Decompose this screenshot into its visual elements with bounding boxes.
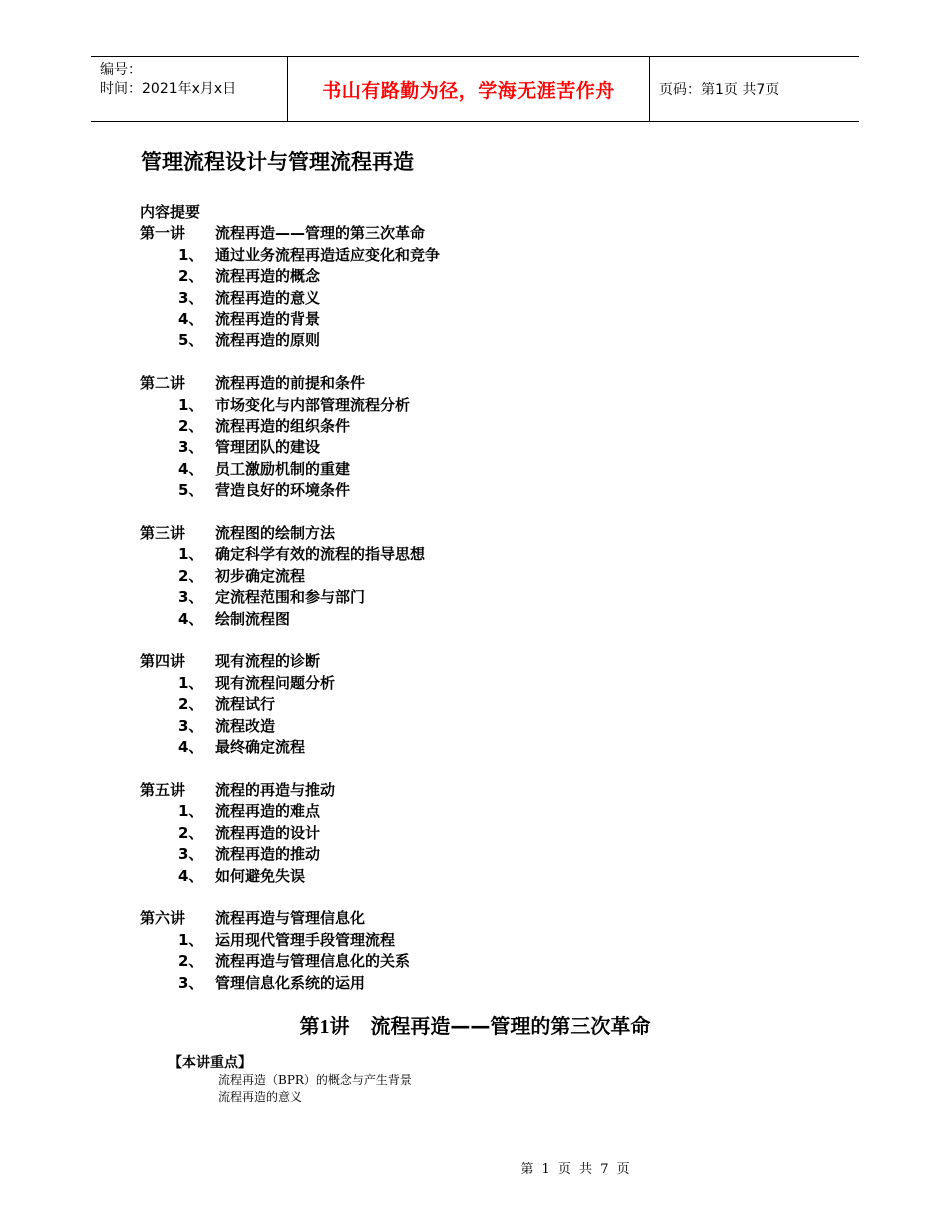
lecture-item-number: 4、 bbox=[178, 609, 204, 628]
header-id-label: 编号： bbox=[100, 62, 142, 78]
lecture-item-number: 3、 bbox=[178, 438, 204, 457]
lecture-item bbox=[140, 288, 700, 309]
lecture-item-text: 流程再造与管理信息化的关系 bbox=[215, 952, 411, 971]
document-title: 管理流程设计与管理流程再造 bbox=[141, 150, 414, 174]
lecture-1-prefix: 第 bbox=[299, 1014, 320, 1038]
lecture-item bbox=[140, 309, 700, 330]
lecture-item bbox=[140, 930, 700, 951]
lecture-item-number: 5、 bbox=[178, 331, 204, 350]
key-points-label: 【本讲重点】 bbox=[168, 1055, 252, 1071]
lecture-item bbox=[140, 266, 700, 287]
lecture-item-number: 1、 bbox=[178, 802, 204, 821]
lecture-item bbox=[140, 716, 700, 737]
lecture-block bbox=[140, 223, 700, 351]
lecture-1-title: 流程再造——管理的第三次革命 bbox=[370, 1014, 651, 1038]
lecture-item-number: 3、 bbox=[178, 288, 204, 307]
lecture-list bbox=[140, 223, 700, 994]
lecture-item-text: 绘制流程图 bbox=[215, 609, 291, 628]
lecture-block bbox=[140, 523, 700, 630]
lecture-item-text: 员工激励机制的重建 bbox=[215, 459, 351, 478]
lecture-item-number: 3、 bbox=[178, 716, 204, 735]
lecture-item-number: 1、 bbox=[178, 245, 204, 264]
lecture-number: 第五讲 bbox=[140, 780, 186, 799]
lecture-title-row bbox=[140, 908, 700, 929]
lecture-item-text: 流程再造的意义 bbox=[215, 288, 321, 307]
lecture-item-text: 通过业务流程再造适应变化和竞争 bbox=[215, 245, 441, 264]
lecture-title: 现有流程的诊断 bbox=[215, 652, 321, 671]
page-footer: 第 1 页 共 7 页 bbox=[520, 1162, 630, 1177]
lecture-title: 流程再造与管理信息化 bbox=[215, 909, 366, 928]
lecture-item bbox=[140, 330, 700, 351]
lecture-item-number: 2、 bbox=[178, 417, 204, 436]
lecture-item-number: 4、 bbox=[178, 310, 204, 329]
lecture-title: 流程再造——管理的第三次革命 bbox=[215, 224, 426, 243]
lecture-block bbox=[140, 780, 700, 887]
lecture-item-text: 流程再造的推动 bbox=[215, 845, 321, 864]
toc-heading: 内容提要 bbox=[140, 203, 201, 221]
lecture-item-text: 如何避免失误 bbox=[215, 866, 306, 885]
lecture-item-text: 定流程范围和参与部门 bbox=[215, 588, 366, 607]
header-meta bbox=[91, 57, 287, 121]
lecture-number: 第六讲 bbox=[140, 909, 186, 928]
lecture-title: 流程的再造与推动 bbox=[215, 780, 336, 799]
lecture-block bbox=[140, 908, 700, 994]
lecture-1-number: 1 bbox=[319, 1016, 330, 1038]
lecture-item bbox=[140, 587, 700, 608]
key-points-section bbox=[168, 1054, 412, 1106]
lecture-item-number: 1、 bbox=[178, 545, 204, 564]
lecture-number: 第三讲 bbox=[140, 524, 186, 543]
lecture-item-number: 5、 bbox=[178, 481, 204, 500]
lecture-block bbox=[140, 373, 700, 501]
lecture-item-number: 3、 bbox=[178, 845, 204, 864]
header-page-info: 页码：第1页 共7页 bbox=[659, 82, 780, 98]
lecture-title-row bbox=[140, 523, 700, 544]
lecture-item-number: 2、 bbox=[178, 267, 204, 286]
lecture-item-text: 市场变化与内部管理流程分析 bbox=[215, 395, 411, 414]
lecture-item bbox=[140, 823, 700, 844]
lecture-item-text: 现有流程问题分析 bbox=[215, 673, 336, 692]
lecture-item-text: 流程再造的概念 bbox=[215, 267, 321, 286]
lecture-item-number: 4、 bbox=[178, 738, 204, 757]
lecture-item-text: 管理信息化系统的运用 bbox=[215, 973, 366, 992]
lecture-item-text: 最终确定流程 bbox=[215, 738, 306, 757]
lecture-item-number: 3、 bbox=[178, 588, 204, 607]
lecture-block bbox=[140, 651, 700, 758]
lecture-item-text: 运用现代管理手段管理流程 bbox=[215, 930, 396, 949]
lecture-item-number: 1、 bbox=[178, 395, 204, 414]
lecture-item bbox=[140, 566, 700, 587]
lecture-item-number: 4、 bbox=[178, 866, 204, 885]
lecture-item-text: 流程再造的背景 bbox=[215, 310, 321, 329]
header-time: 时间：2021年x月x日 bbox=[100, 81, 237, 97]
lecture-title-row bbox=[140, 223, 700, 244]
lecture-item bbox=[140, 245, 700, 266]
lecture-item-number: 4、 bbox=[178, 459, 204, 478]
lecture-1-suffix: 讲 bbox=[329, 1014, 350, 1038]
lecture-item-text: 管理团队的建设 bbox=[215, 438, 321, 457]
lecture-item-text: 初步确定流程 bbox=[215, 566, 306, 585]
lecture-title-row bbox=[140, 373, 700, 394]
lecture-item bbox=[140, 801, 700, 822]
lecture-item bbox=[140, 480, 700, 501]
lecture-title: 流程再造的前提和条件 bbox=[215, 374, 366, 393]
lecture-item-number: 2、 bbox=[178, 823, 204, 842]
lecture-item-number: 2、 bbox=[178, 566, 204, 585]
lecture-item bbox=[140, 844, 700, 865]
lecture-item-text: 营造良好的环境条件 bbox=[215, 481, 351, 500]
lecture-item-number: 1、 bbox=[178, 673, 204, 692]
lecture-item bbox=[140, 694, 700, 715]
lecture-item bbox=[140, 395, 700, 416]
lecture-item-text: 流程试行 bbox=[215, 695, 276, 714]
lecture-item bbox=[140, 437, 700, 458]
lecture-item bbox=[140, 673, 700, 694]
lecture-number: 第一讲 bbox=[140, 224, 186, 243]
key-point-item: 流程再造（BPR）的概念与产生背景 bbox=[218, 1073, 412, 1087]
lecture-item bbox=[140, 416, 700, 437]
lecture-title-row bbox=[140, 780, 700, 801]
lecture-item bbox=[140, 951, 700, 972]
lecture-item-text: 确定科学有效的流程的指导思想 bbox=[215, 545, 426, 564]
lecture-item-text: 流程再造的设计 bbox=[215, 823, 321, 842]
table-of-contents bbox=[140, 202, 700, 994]
lecture-number: 第二讲 bbox=[140, 374, 186, 393]
lecture-item-number: 1、 bbox=[178, 930, 204, 949]
lecture-item-text: 流程再造的难点 bbox=[215, 802, 321, 821]
lecture-title: 流程图的绘制方法 bbox=[215, 524, 336, 543]
lecture-item-number: 2、 bbox=[178, 695, 204, 714]
lecture-item bbox=[140, 459, 700, 480]
lecture-1-heading bbox=[0, 1010, 950, 1039]
lecture-item bbox=[140, 973, 700, 994]
key-point-item: 流程再造的意义 bbox=[218, 1090, 303, 1104]
lecture-item-text: 流程再造的组织条件 bbox=[215, 417, 351, 436]
lecture-item-text: 流程改造 bbox=[215, 716, 276, 735]
page-header bbox=[91, 56, 859, 122]
header-motto: 书山有路勤为径，学海无涯苦作舟 bbox=[287, 57, 650, 121]
lecture-title-row bbox=[140, 651, 700, 672]
lecture-number: 第四讲 bbox=[140, 652, 186, 671]
lecture-item bbox=[140, 609, 700, 630]
lecture-item bbox=[140, 737, 700, 758]
lecture-item-text: 流程再造的原则 bbox=[215, 331, 321, 350]
lecture-item bbox=[140, 866, 700, 887]
lecture-item-number: 3、 bbox=[178, 973, 204, 992]
lecture-item-number: 2、 bbox=[178, 952, 204, 971]
lecture-item bbox=[140, 544, 700, 565]
